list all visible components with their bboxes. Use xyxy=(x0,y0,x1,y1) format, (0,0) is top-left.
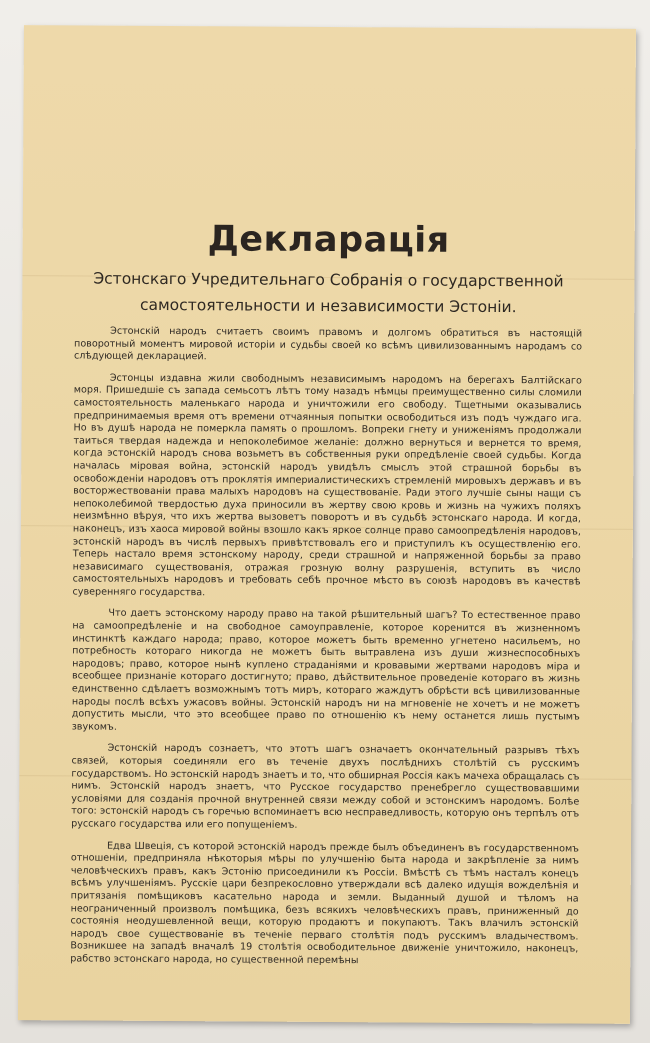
paragraph-1: Эстонскій народъ считаетъ своимъ правомъ и долгомъ обратиться въ настоящій поворотный моментъ мировой исторіи и судьбы своей ко всѣмъ цивилизованнымъ народамъ со слѣдующей декларацией. xyxy=(73,325,583,363)
declaration-body xyxy=(70,325,582,978)
document-sheet xyxy=(18,25,636,1024)
document-subtitle xyxy=(22,265,634,321)
paragraph-4: Эстонскій народъ сознаетъ, что этотъ шагъ означаетъ окончательный разрывъ тѣхъ связей, которыя соединяли его въ теченіе двухъ послѣднихъ столѣтій съ русскимъ государствомъ. Но эстонскій народъ знаетъ и то, что обширная Россія какъ мачеха обращалась съ нимъ. Эстонскій народъ знаетъ, что Русское государство пренебрегло существовавшими условіями для созданія прочной внутренней связи между собой и эстонскимъ народомъ. Болѣе того: эстонскій народъ съ горечью вспоминаетъ всю несправедливость, которую онъ терпѣлъ отъ русскаго государства или его попущеніемъ. xyxy=(71,743,580,831)
paragraph-3: Что даетъ эстонскому народу право на такой рѣшительный шагъ? То естественное право на самоопредѣленіе и на свободное самоуправленіе, которое коренится въ жизненномъ инстинктѣ каждаго народа; право, которое можетъ быть временно угнетено насильемъ, но потребность котораго никогда не можетъ быть вытравлена изъ души жизнеспособныхъ народовъ; право, которое нынѣ куплено страданіями и кровавыми жертвами народовъ міра и всеобщее признаніе котораго достигнуто; право, дѣйствительное проведеніе котораго въ жизнь единственно сдѣлаетъ возможнымъ тотъ миръ, котораго жаждутъ обрѣсти всѣ цивилизованные народы послѣ всѣхъ ужасовъ войны. Эстонскій народъ ни на мгновеніе не хочетъ и не можетъ допустить мысли, что это всеобщее право по отношенію къ нему останется лишь пустымъ звукомъ. xyxy=(71,608,581,733)
subtitle-line-2: самостоятельности и независимости Эстоніи. xyxy=(139,295,517,317)
paragraph-5: Едва Швеція, съ которой эстонскій народъ прежде былъ объединенъ въ государственномъ отношеніи, предприняла нѣкоторыя мѣры по улучшенію быта народа и закрѣпленіе за нимъ человѣческихъ правъ, какъ Эстонію присоединили къ Россіи. Вмѣстѣ съ тѣмъ насталъ конецъ всѣмъ улучшеніямъ. Русскіе цари безпрекословно утверждали всѣ далеко идущія вожделѣнія и притязанія помѣщиковъ касательно народа и земли. Выданный душой и тѣломъ на неограниченный произволъ помѣщика, безъ всякихъ человѣческихъ правъ, приниженный до состоянія неодушевленной вещи, которую продаютъ и покупаютъ. Такъ влачилъ эстонскій народъ свое существованіе въ теченіе перваго столѣтія подъ русскимъ владычествомъ. Возникшее на западѣ вначалѣ 19 столѣтія освободительное движеніе уничтожило, наконецъ, рабство эстонскаго народа, но существенной перемѣны xyxy=(70,840,580,967)
subtitle-line-1: Эстонскаго Учредительнаго Собранія о государственной xyxy=(93,269,564,291)
document-title: Декларація xyxy=(207,219,450,261)
paragraph-2: Эстонцы издавна жили свободнымъ независимымъ народомъ на берегахъ Балтійскаго моря. Пришедшіе съ запада семьсотъ лѣтъ тому назадъ нѣмцы преимущественно силы сломили самостоятельность маленькаго народа и уничтожили его свободу. Тщетными оказывались предпринимаемыя время отъ времени отчаянныя попытки освободиться изъ подъ чуждаго ига. Но въ душѣ народа не померкла память о прошломъ. Вопреки гнету и униженіямъ продолжали таиться твердая надежда и непоколебимое желаніе: должно вернуться и вернется то время, когда эстонскій народъ снова возьметъ въ собственныя руки опредѣленіе своей судьбы. Когда началась міровая война, эстонскій народъ увидѣлъ смыслъ этой страшной борьбы въ освобожденіи народовъ отъ проклятія империалистическихъ стремленій мировыхъ державъ и въ восторжествованіи права малыхъ народовъ на существованіе. Ради этого лучшіе сыны нащи съ непоколебимой твердостью духа приносили въ жертву свою кровь и жизнь на чужихъ поляхъ неизмѣнно вѣруя, что ихъ жертва вызоветъ поворотъ и въ судьбѣ эстонскаго народа. И когда, наконецъ, изъ хаоса мировой войны взошло какъ яркое солнце право самоопредѣленія народовъ, эстонскій народъ въ числѣ первыхъ привѣтствовалъ его и приступилъ къ осуществленію его. Теперь настало время эстонскому народу, среди страшной и напряженной борьбы за право независимаго существованія, отражая грозную волну разрушенія, вступить въ число самостоятельныхъ народовъ и требовать себѣ прочное мѣсто въ союзѣ народовъ въ качествѣ суверенняго государства. xyxy=(72,372,582,599)
